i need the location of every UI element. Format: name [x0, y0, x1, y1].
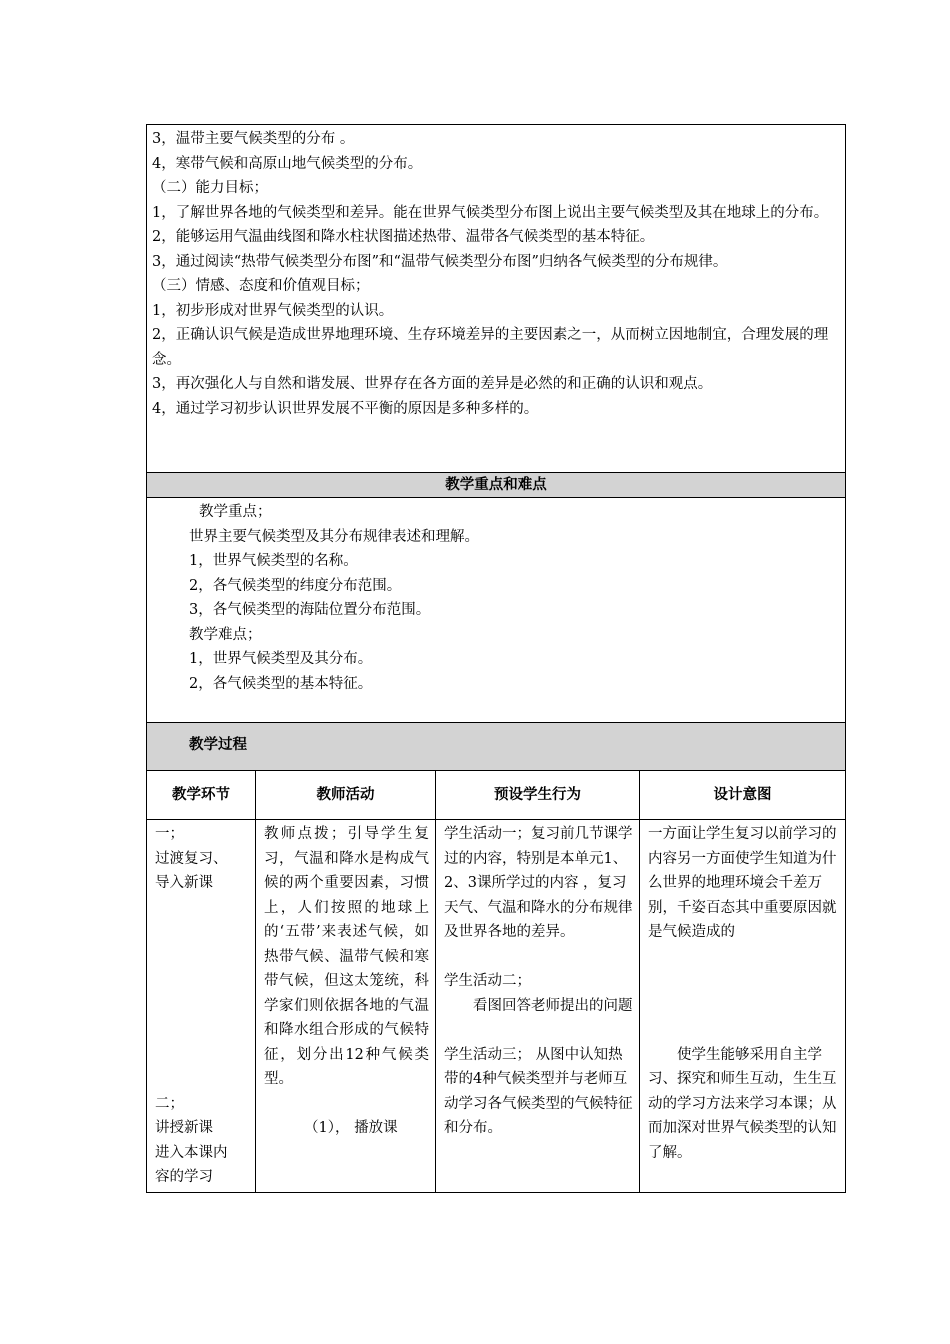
- stage-cell: [147, 820, 256, 1193]
- intent-gap: [648, 945, 839, 1043]
- key-summary: 世界主要气候类型及其分布规律表述和理解。: [189, 528, 479, 545]
- stage-one-line: 过渡复习、: [155, 850, 228, 867]
- emotion-item: 4，通过学习初步认识世界发展不平衡的原因是多种多样的。: [152, 400, 539, 417]
- student-gap: [444, 945, 633, 970]
- objectives-row: [147, 125, 846, 473]
- student-activity-1: 学生活动一；复习前几节课学过的内容，特别是本单元1、2、3课所学过的内容 ，复习天气、气温和降水的分布规律及世界各地的差异。: [444, 826, 633, 940]
- teacher-gap: [264, 1092, 429, 1117]
- stage-two-line: 进入本课内: [155, 1144, 228, 1161]
- focus-row: [147, 498, 846, 723]
- design-intent-cell: [640, 820, 846, 1193]
- emotion-item: 2，正确认识气候是造成世界地理环境、生存环境差异的主要因素之一，从而树立因地制宜，合理发展的理念。: [152, 327, 829, 368]
- key-item: 2，各气候类型的纬度分布范围。: [189, 577, 402, 594]
- design-intent-2: 使学生能够采用自主学习、探究和师生互动，生生互动的学习方法来学习本课；从而加深对世界气候类型的认知了解。: [648, 1046, 837, 1161]
- teacher-activity-tail: （1）， 播放课: [304, 1120, 398, 1136]
- key-item: 1，世界气候类型的名称。: [189, 553, 358, 569]
- student-activity-2-title: 学生活动二；: [444, 973, 531, 989]
- difficult-title: 教学难点；: [189, 626, 262, 643]
- emotion-item: 1，初步形成对世界气候类型的认识。: [152, 302, 394, 319]
- process-row: [147, 820, 846, 1193]
- knowledge-item: 4，寒带气候和高原山地气候类型的分布。: [152, 155, 423, 172]
- focus-cell: [147, 498, 846, 723]
- emotion-item: 3，再次强化人与自然和谐发展、世界存在各方面的差异是必然的和正确的认识和观点。: [152, 376, 713, 392]
- process-title: 教学过程: [189, 737, 247, 753]
- focus-header: 教学重点和难点: [147, 473, 846, 498]
- stage-two-label: 二；: [155, 1095, 184, 1112]
- student-activity-2: 看图回答老师提出的问题: [473, 997, 633, 1014]
- ability-item: 1，了解世界各地的气候类型和差异。能在世界气候类型分布图上说出主要气候类型及其在地球上的分布。: [152, 204, 829, 221]
- column-header-stage: [147, 771, 256, 820]
- stage-two-line: 容的学习: [155, 1169, 213, 1185]
- stage-one-line: 导入新课: [155, 875, 213, 891]
- student-behavior-cell: [436, 820, 640, 1193]
- column-header-label: 教学环节: [172, 787, 230, 803]
- stage-two-line: 讲授新课: [155, 1120, 213, 1136]
- difficult-item: 2，各气候类型的基本特征。: [189, 675, 373, 692]
- ability-title: （二）能力目标；: [152, 180, 268, 196]
- emotion-title: （三）情感、态度和价值观目标；: [152, 278, 370, 294]
- design-intent-1: 一方面让学生复习以前学习的内容另一方面使学生知道为什么世界的地理环境会千差万别，千姿百态其中重要原因就是气候造成的: [648, 826, 837, 940]
- column-header-row: [147, 771, 846, 820]
- teacher-activity-cell: [256, 820, 436, 1193]
- difficult-item: 1，世界气候类型及其分布。: [189, 651, 373, 667]
- process-header-row: [147, 723, 846, 771]
- key-title: 教学重点；: [199, 504, 272, 520]
- knowledge-item: 3，温带主要气候类型的分布 。: [152, 131, 355, 147]
- lesson-plan-document: [146, 124, 845, 1193]
- ability-item: 2，能够运用气温曲线图和降水柱状图描述热带、温带各气候类型的基本特征。: [152, 229, 655, 245]
- lesson-plan-table: [146, 124, 846, 1193]
- ability-item: 3，通过阅读“热带气候类型分布图”和“温带气候类型分布图”归纳各气候类型的分布规律。: [152, 253, 728, 270]
- teacher-activity-text: 教师点拨；引导学生复习，气温和降水是构成气候的两个重要因素，习惯上，人们按照的地球上的‘五带’来表述气候，如热带气候、温带气候和寒带气候，但这太笼统，科学家们则依据各地的气温和降水组合形成的气候特征，划分出12种气候类型。: [264, 826, 429, 1087]
- column-header-teacher: 教师活动: [256, 771, 436, 820]
- stage-one-label: 一；: [155, 826, 184, 842]
- column-header-intent: 设计意图: [640, 771, 846, 820]
- column-header-student: 预设学生行为: [436, 771, 640, 820]
- student-gap: [444, 1018, 633, 1043]
- key-item: 3，各气候类型的海陆位置分布范围。: [189, 602, 431, 618]
- focus-header-row: [147, 473, 846, 498]
- student-activity-3: 学生活动三； 从图中认知热带的4种气候类型并与老师互动学习各气候类型的气候特征和分布。: [444, 1046, 633, 1136]
- objectives-cell: [147, 125, 846, 473]
- process-header: [147, 723, 846, 771]
- stage-spacer: [155, 896, 249, 1092]
